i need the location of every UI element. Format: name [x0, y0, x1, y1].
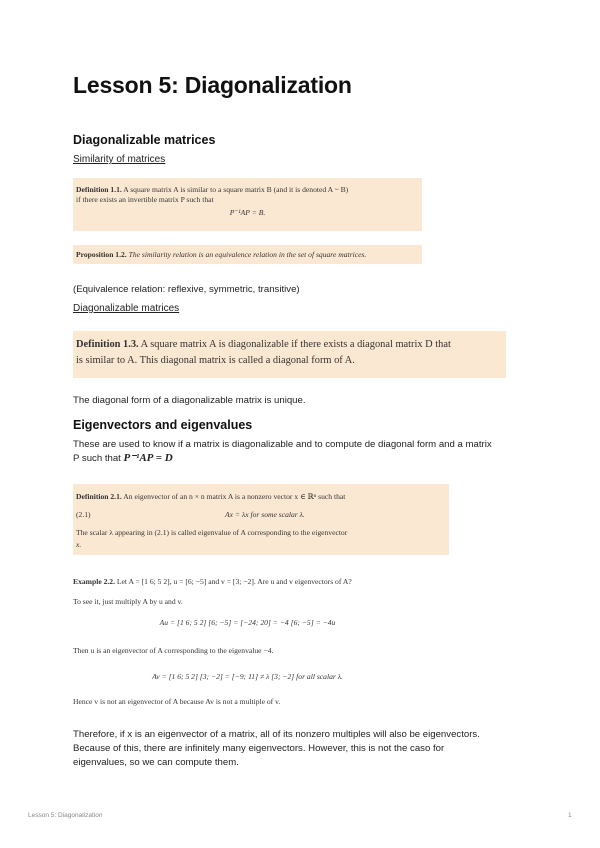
def-1-1-text-line1: A square matrix A is similar to a square matrix B (and it is denoted A ~ B): [123, 185, 349, 194]
def-2-1-equation: Ax = λx for some scalar λ.: [225, 510, 305, 519]
ex-2-2-text-line3: Then u is an eigenvector of A corresponding to the eigenvalue −4.: [73, 646, 274, 655]
equivalence-note: (Equivalence relation: reflexive, symmetric, transitive): [73, 284, 300, 295]
unique-note: The diagonal form of a diagonalizable matrix is unique.: [73, 395, 306, 406]
def-1-1-equation: P⁻¹AP = B.: [229, 208, 266, 217]
page-title: Lesson 5: Diagonalization: [73, 72, 352, 98]
ex-2-2-equation-2: Av = [1 6; 5 2] [3; −2] = [−9; 11] ≠ λ [3; −2] for all scalar λ.: [152, 672, 343, 681]
eigen-intro-line2: P such that: [73, 453, 121, 464]
closing-line2: Because of this, there are infinitely many eigenvectors. However, this is not the caso for: [73, 743, 445, 754]
subheading-similarity: Similarity of matrices: [73, 154, 166, 165]
prop-1-2-text: The similarity relation is an equivalence relation in the set of square matrices.: [128, 250, 367, 259]
def-1-3-text-line1: A square matrix A is diagonalizable if there exists a diagonal matrix D that: [140, 339, 451, 350]
proposition-1-2-box: [73, 245, 422, 264]
def-2-1-text-line3: x.: [76, 540, 82, 549]
eigen-intro-line1: These are used to know if a matrix is diagonalizable and to compute de diagonal form and a matrix: [73, 439, 492, 450]
ex-2-2-label: Example 2.2.: [73, 577, 115, 586]
ex-2-2-text-line2: To see it, just multiply A by u and v.: [73, 597, 183, 606]
def-1-1-label: Definition 1.1.: [76, 185, 122, 194]
example-2-2: [73, 577, 352, 587]
ex-2-2-text-line4: Hence v is not an eigenvector of A because Av is not a multiple of v.: [73, 697, 281, 706]
closing-line1: Therefore, if x is an eigenvector of a matrix, all of its nonzero multiples will also be eigenvectors.: [73, 729, 480, 740]
definition-1-1-box: [73, 178, 422, 231]
def-1-3-text-line2: is similar to A. This diagonal matrix is called a diagonal form of A.: [76, 355, 355, 366]
prop-1-2-label: Proposition 1.2.: [76, 250, 127, 259]
def-2-1-text-line2: The scalar λ appearing in (2.1) is called eigenvalue of A corresponding to the eigenvector: [76, 528, 348, 537]
subheading-diagonalizable: Diagonalizable matrices: [73, 303, 180, 314]
section-heading-eigen: Eigenvectors and eigenvalues: [73, 418, 253, 432]
def-2-1-eq-number: (2.1): [76, 510, 91, 519]
def-1-3-label: Definition 1.3.: [76, 339, 139, 350]
ex-2-2-text-line1: Let A = [1 6; 5 2], u = [6; −5] and v = [3; −2]. Are u and v eigenvectors of A?: [116, 577, 352, 586]
closing-line3: eigenvalues, so we can compute them.: [73, 757, 239, 768]
eigen-intro-equation: P⁻¹AP = D: [123, 452, 173, 464]
footer-page-number: 1: [568, 812, 572, 819]
section-heading-diagonalizable: Diagonalizable matrices: [73, 133, 216, 147]
definition-2-1-box: [73, 484, 449, 555]
def-1-1-text-line2: if there exists an invertible matrix P such that: [76, 195, 214, 204]
footer-title: Lesson 5: Diagonalization: [28, 812, 103, 819]
def-2-1-text-line1: An eigenvector of an n × n matrix A is a nonzero vector x ∈ ℝⁿ such that: [123, 492, 346, 501]
definition-1-3-box: [73, 331, 506, 378]
ex-2-2-equation-1: Au = [1 6; 5 2] [6; −5] = [−24; 20] = −4 [6; −5] = −4u: [159, 618, 336, 627]
def-2-1-label: Definition 2.1.: [76, 492, 122, 501]
